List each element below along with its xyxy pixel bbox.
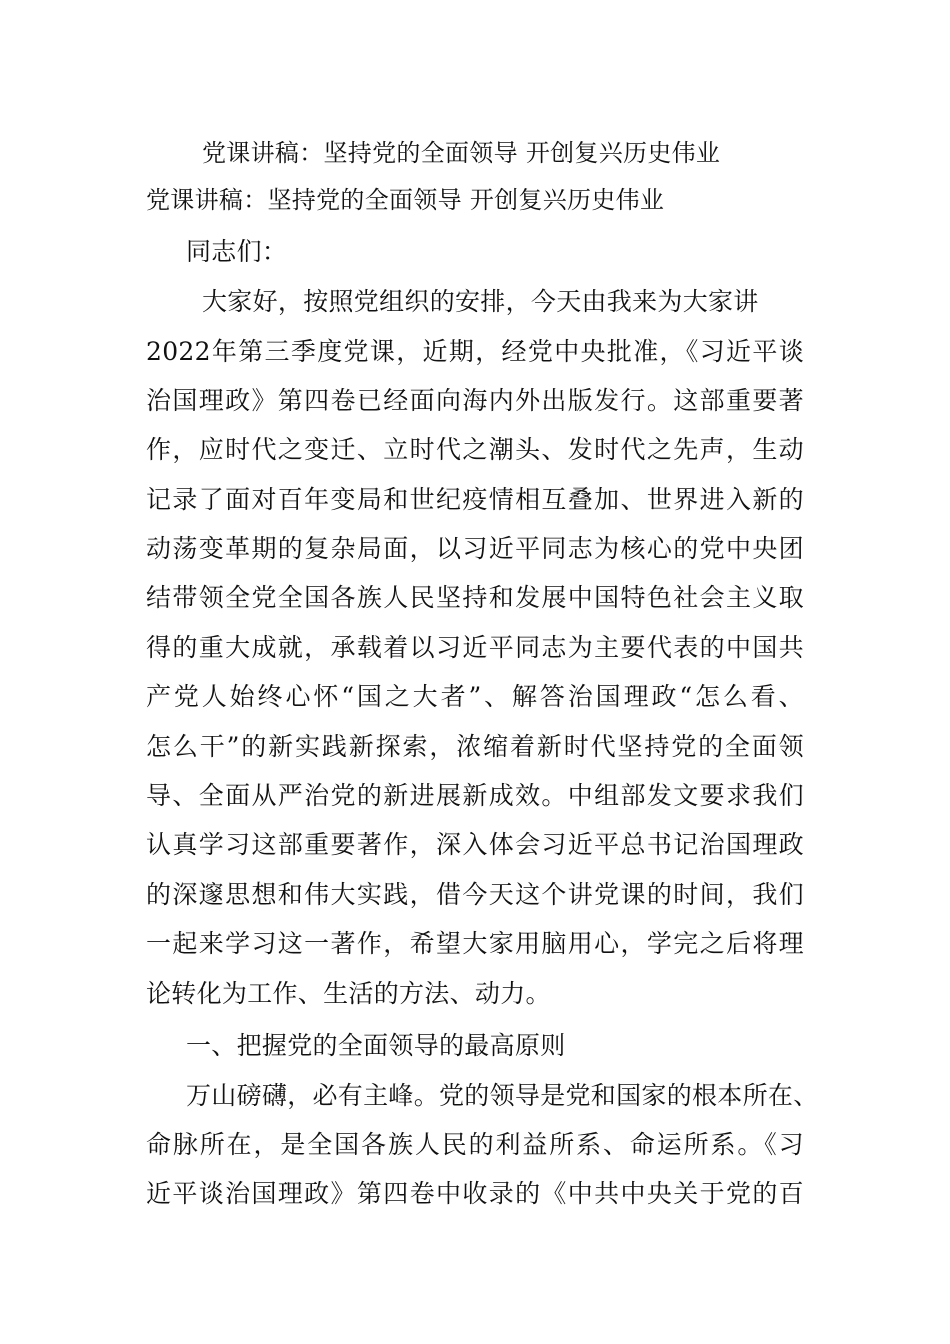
paragraph-1-line: 一起来学习这一著作，希望大家用脑用心，学完之后将理 [146, 929, 804, 958]
paragraph-1-line: 认真学习这部重要著作，深入体会习近平总书记治国理政 [146, 830, 804, 859]
section-1-heading: 一、把握党的全面领导的最高原则 [186, 1031, 566, 1060]
paragraph-1-line: 治国理政》第四卷已经面向海内外出版发行。这部重要著 [146, 386, 804, 415]
document-title: 党课讲稿：坚持党的全面领导 开创复兴历史伟业 [202, 139, 721, 167]
paragraph-1-line: 大家好，按照党组织的安排，今天由我来为大家讲 [202, 287, 759, 316]
paragraph-1-line: 产党人始终心怀“国之大者”、解答治国理政“怎么看、 [146, 682, 804, 711]
salutation: 同志们： [186, 237, 288, 266]
paragraph-1-line: 的深邃思想和伟大实践，借今天这个讲党课的时间，我们 [146, 880, 804, 909]
paragraph-1-line: 结带领全党全国各族人民坚持和发展中国特色社会主义取 [146, 583, 804, 612]
paragraph-2-line: 万山磅礴，必有主峰。党的领导是党和国家的根本所在、 [186, 1081, 819, 1110]
paragraph-1-line: 论转化为工作、生活的方法、动力。 [146, 979, 551, 1008]
paragraph-1-line: 得的重大成就，承载着以习近平同志为主要代表的中国共 [146, 633, 804, 662]
paragraph-1-line: 动荡变革期的复杂局面，以习近平同志为核心的党中央团 [146, 534, 804, 563]
paragraph-2-line: 命脉所在，是全国各族人民的利益所系、命运所系。《习 [146, 1130, 804, 1159]
paragraph-1-line: 记录了面对百年变局和世纪疫情相互叠加、世界进入新的 [146, 485, 804, 514]
paragraph-1-line: 导、全面从严治党的新进展新成效。中组部发文要求我们 [146, 781, 804, 810]
paragraph-2-line: 近平谈治国理政》第四卷中收录的《中共中央关于党的百 [146, 1179, 804, 1208]
document-title-repeat: 党课讲稿：坚持党的全面领导 开创复兴历史伟业 [146, 186, 665, 214]
paragraph-1-line: 2022年第三季度党课，近期，经党中央批准，《习近平谈 [146, 337, 804, 366]
paragraph-1-line: 怎么干”的新实践新探索，浓缩着新时代坚持党的全面领 [146, 732, 804, 761]
paragraph-1-line: 作，应时代之变迁、立时代之潮头、发时代之先声，生动 [146, 435, 804, 464]
